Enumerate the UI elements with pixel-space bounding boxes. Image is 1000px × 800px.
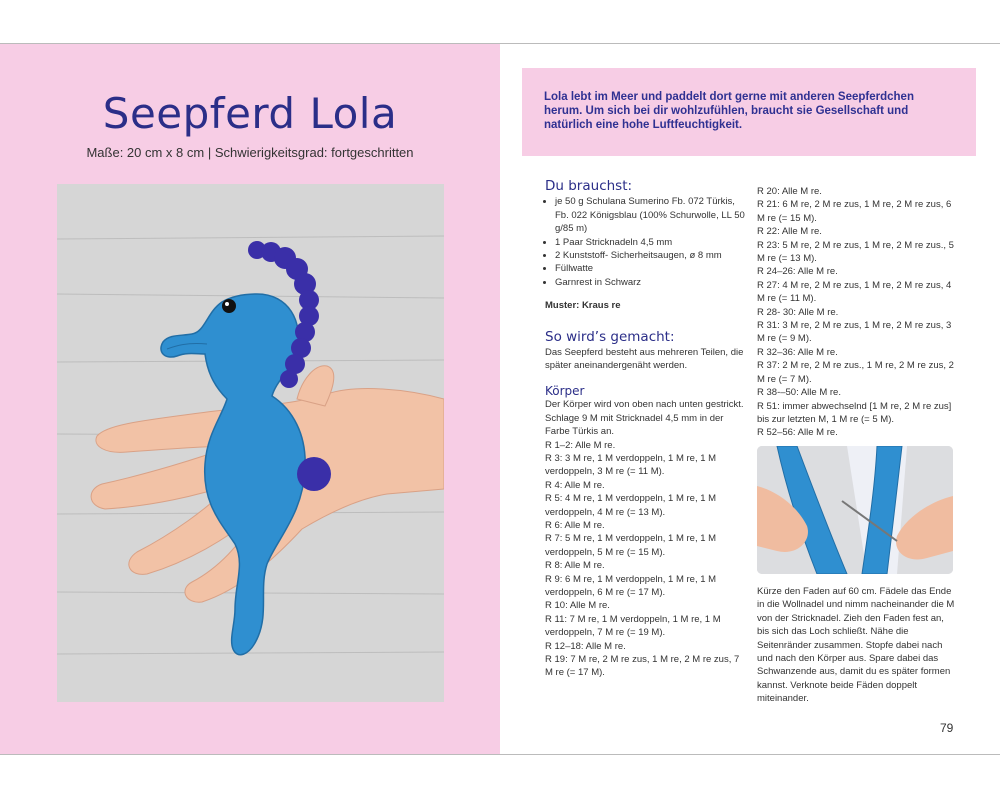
row-list-col1 xyxy=(545,439,745,680)
intro-box: Lola lebt im Meer und paddelt dort gerne mit anderen Seepferdchen herum. Um sich bei dir wohlzufühlen, braucht sie Gesellschaft und natürlich eine hohe Luftfeuchtigkeit. xyxy=(522,68,976,156)
body-intro: Der Körper wird von oben nach unten gestrickt. Schlage 9 M mit Stricknadel 4,5 mm in der Farbe Türkis an. xyxy=(545,399,744,438)
right-page xyxy=(500,44,1000,754)
pattern-note: Muster: Kraus re xyxy=(545,300,621,312)
howto-text: Das Seepferd besteht aus mehreren Teilen, die später aneinandergenäht werden. xyxy=(545,347,744,372)
instruction-row: R 23: 5 M re, 2 M re zus, 1 M re, 2 M re zus., 5 M re (= 13 M). xyxy=(757,239,954,265)
instruction-row: R 10: Alle M re. xyxy=(545,600,610,612)
right-column xyxy=(757,185,957,440)
instruction-row: R 12–18: Alle M re. xyxy=(545,640,626,652)
instruction-row: R 51: immer abwechselnd [1 M re, 2 M re zus] bis zur letzten M, 1 M re (= 5 M). xyxy=(757,400,952,425)
left-column xyxy=(545,180,745,680)
page-subtitle: Maße: 20 cm x 8 cm | Schwierigkeitsgrad: fortgeschritten xyxy=(86,145,414,160)
material-item: • 2 Kunststoff- Sicherheitsaugen, ø 8 mm xyxy=(555,249,745,262)
instruction-row: R 24–26: Alle M re. xyxy=(757,266,838,278)
body-heading: Körper xyxy=(545,383,585,398)
instruction-row: R 31: 3 M re, 2 M re zus, 1 M re, 2 M re zus, 3 M re (= 9 M). xyxy=(757,320,952,345)
instruction-row: R 5: 4 M re, 1 M verdoppeln, 1 M re, 1 M verdoppeln, 4 M re (= 13 M). xyxy=(545,493,717,518)
instruction-row: R 3: 3 M re, 1 M verdoppeln, 1 M re, 1 M verdoppeln, 3 M re (= 11 M). xyxy=(545,452,717,478)
instruction-row: R 9: 6 M re, 1 M verdoppeln, 1 M re, 1 M verdoppeln, 6 M re (= 17 M). xyxy=(545,573,717,598)
instruction-row: R 21: 6 M re, 2 M re zus, 1 M re, 2 M re zus, 6 M re (= 15 M). xyxy=(757,199,952,224)
material-item: • 1 Paar Stricknadeln 4,5 mm xyxy=(555,236,745,249)
instruction-row: R 32–36: Alle M re. xyxy=(757,346,838,358)
seahorse-photo xyxy=(57,184,444,702)
seahorse-eye xyxy=(222,299,236,313)
left-page xyxy=(0,44,500,754)
seahorse-eye-highlight xyxy=(225,302,229,306)
material-item: • je 50 g Schulana Sumerino Fb. 072 Türkis, Fb. 022 Königsblau (100% Schurwolle, LL 50 g/85 m) xyxy=(555,195,745,235)
instruction-row: R 7: 5 M re, 1 M verdoppeln, 1 M re, 1 M verdoppeln, 5 M re (= 15 M). xyxy=(545,533,717,558)
instruction-row: R 1–2: Alle M re. xyxy=(545,439,616,451)
instruction-row: R 22: Alle M re. xyxy=(757,226,822,238)
material-item: • Garnrest in Schwarz xyxy=(555,276,745,289)
book-spread xyxy=(0,43,1000,755)
finishing-text: Kürze den Faden auf 60 cm. Fädele das Ende in die Wollnadel und nimm nacheinander die M von der Stricknadel. Zieh den Faden fest an, bis sich das Loch schließt. Nähe die Seitenränder zusammen. Stopfe dabei nach und nach den Körper aus. Spare dabei das Schwanzende aus, damit du es später formen kannst. Verknote beide Fäden doppelt miteinander. xyxy=(757,586,955,705)
materials-list xyxy=(545,195,745,289)
materials-heading: Du brauchst: xyxy=(545,178,633,194)
instruction-row: R 19: 7 M re, 2 M re zus, 1 M re, 2 M re zus, 7 M re (= 17 M). xyxy=(545,654,740,679)
instruction-row: R 28- 30: Alle M re. xyxy=(757,306,839,318)
material-item: • Füllwatte xyxy=(555,262,745,275)
instruction-row: R 38-–50: Alle M re. xyxy=(757,387,841,399)
instruction-row: R 37: 2 M re, 2 M re zus., 1 M re, 2 M re zus, 2 M re (= 7 M). xyxy=(757,360,954,385)
instruction-row: R 4: Alle M re. xyxy=(545,479,605,491)
page-number: 79 xyxy=(940,721,954,735)
instruction-row: R 27: 4 M re, 2 M re zus, 1 M re, 2 M re zus, 4 M re (= 11 M). xyxy=(757,279,952,305)
seahorse-illustration xyxy=(57,184,444,702)
instruction-row: R 52–56: Alle M re. xyxy=(757,427,838,439)
seahorse-fin xyxy=(297,457,331,491)
sewing-photo xyxy=(757,446,953,574)
instruction-row: R 6: Alle M re. xyxy=(545,519,605,531)
page-title: Seepferd Lola xyxy=(102,89,398,138)
instruction-row: R 11: 7 M re, 1 M verdoppeln, 1 M re, 1 M verdoppeln, 7 M re (= 19 M). xyxy=(545,613,721,639)
howto-heading: So wird’s gemacht: xyxy=(545,328,675,345)
instruction-row: R 8: Alle M re. xyxy=(545,560,605,572)
sewing-illustration xyxy=(757,446,953,574)
instruction-row: R 20: Alle M re. xyxy=(757,186,822,197)
